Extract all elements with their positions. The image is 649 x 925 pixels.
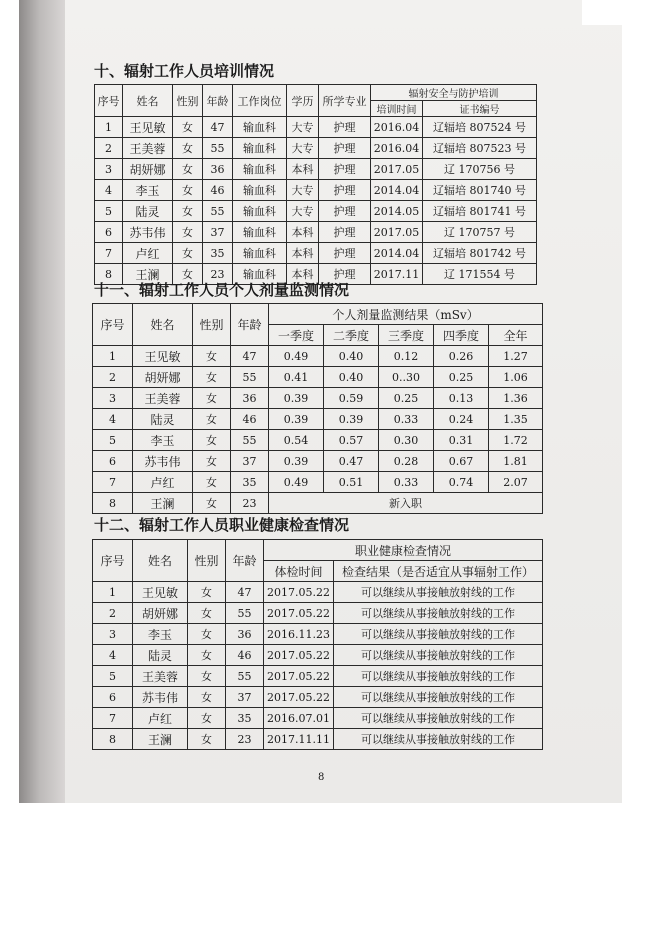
cell-year: 1.06 (489, 367, 543, 388)
table-row (93, 430, 543, 451)
table-row (95, 180, 537, 201)
cell-gender: 女 (188, 582, 226, 603)
cell-no: 7 (95, 243, 123, 264)
section-12-title: 十二、辐射工作人员职业健康检查情况 (94, 516, 350, 534)
training-table (94, 84, 537, 285)
cell-gender: 女 (193, 367, 231, 388)
cell-year: 1.35 (489, 409, 543, 430)
cell-cert: 辽 170757 号 (423, 222, 537, 243)
col-age: 年龄 (226, 540, 264, 582)
cell-gender: 女 (173, 222, 203, 243)
col-q3: 三季度 (379, 325, 434, 346)
col-post: 工作岗位 (233, 85, 287, 117)
cell-major: 护理 (319, 159, 371, 180)
cell-edu: 大专 (287, 201, 319, 222)
cell-no: 5 (93, 430, 133, 451)
cell-time: 2017.05.22 (264, 603, 334, 624)
cell-no: 4 (93, 645, 133, 666)
cell-edu: 大专 (287, 117, 319, 138)
cell-time: 2016.11.23 (264, 624, 334, 645)
cell-name: 卢红 (123, 243, 173, 264)
cell-name: 苏韦伟 (133, 687, 188, 708)
cell-q4: 0.74 (434, 472, 489, 493)
cell-cert: 辽辐培 807523 号 (423, 138, 537, 159)
cell-q3: 0.33 (379, 472, 434, 493)
cell-name: 王澜 (133, 729, 188, 750)
table-row (95, 159, 537, 180)
cell-result: 可以继续从事接触放射线的工作 (334, 645, 543, 666)
health-check-table (92, 539, 543, 750)
cell-no: 7 (93, 708, 133, 729)
table-row (93, 624, 543, 645)
cell-post: 输血科 (233, 222, 287, 243)
cell-gender: 女 (193, 430, 231, 451)
cell-name: 王美蓉 (133, 388, 193, 409)
table-row (95, 138, 537, 159)
cell-age: 55 (226, 603, 264, 624)
cell-major: 护理 (319, 180, 371, 201)
cell-age: 47 (203, 117, 233, 138)
cell-no: 7 (93, 472, 133, 493)
cell-cert: 辽辐培 801741 号 (423, 201, 537, 222)
cell-name: 王澜 (123, 264, 173, 285)
table-row (95, 117, 537, 138)
section-11-title: 十一、辐射工作人员个人剂量监测情况 (94, 281, 350, 299)
cell-cert: 辽 170756 号 (423, 159, 537, 180)
cell-name: 胡妍娜 (133, 367, 193, 388)
cell-no: 5 (95, 201, 123, 222)
cell-time: 2017.05.22 (264, 645, 334, 666)
cell-q2: 0.40 (324, 367, 379, 388)
table-row (93, 582, 543, 603)
col-name: 姓名 (133, 540, 188, 582)
cell-q3: 0.28 (379, 451, 434, 472)
book-spine (19, 0, 65, 803)
cell-name: 卢红 (133, 472, 193, 493)
cell-major: 护理 (319, 222, 371, 243)
col-year: 全年 (489, 325, 543, 346)
cell-q3: 0.12 (379, 346, 434, 367)
col-name: 姓名 (123, 85, 173, 117)
cell-gender: 女 (193, 472, 231, 493)
cell-name: 王见敏 (123, 117, 173, 138)
cell-no: 8 (95, 264, 123, 285)
table-row (93, 603, 543, 624)
cell-time: 2017.05.22 (264, 687, 334, 708)
cell-no: 1 (95, 117, 123, 138)
cell-year: 2.07 (489, 472, 543, 493)
cell-gender: 女 (173, 264, 203, 285)
cell-age: 46 (231, 409, 269, 430)
col-gender: 性别 (173, 85, 203, 117)
col-exam-result: 检查结果（是否适宜从事辐射工作） (334, 561, 543, 582)
cell-gender: 女 (193, 388, 231, 409)
cell-major: 护理 (319, 201, 371, 222)
cell-year: 1.81 (489, 451, 543, 472)
cell-q1: 0.49 (269, 346, 324, 367)
cell-age: 35 (226, 708, 264, 729)
col-gender: 性别 (188, 540, 226, 582)
table-row (93, 388, 543, 409)
cell-q3: 0.25 (379, 388, 434, 409)
col-q2: 二季度 (324, 325, 379, 346)
cell-age: 55 (231, 367, 269, 388)
table-row (95, 222, 537, 243)
cell-q2: 0.51 (324, 472, 379, 493)
cell-age: 55 (203, 138, 233, 159)
cell-q2: 0.39 (324, 409, 379, 430)
cell-result: 可以继续从事接触放射线的工作 (334, 603, 543, 624)
table-row (93, 346, 543, 367)
cell-time: 2014.04 (371, 180, 423, 201)
cell-name: 李玉 (133, 624, 188, 645)
cell-gender: 女 (173, 201, 203, 222)
cell-no: 6 (95, 222, 123, 243)
cell-gender: 女 (193, 451, 231, 472)
cell-name: 王澜 (133, 493, 193, 514)
cell-time: 2017.05.22 (264, 666, 334, 687)
cell-q1: 0.39 (269, 409, 324, 430)
cell-gender: 女 (193, 493, 231, 514)
cell-gender: 女 (193, 409, 231, 430)
col-group-dose: 个人剂量监测结果（mSv） (269, 304, 543, 325)
cell-post: 输血科 (233, 201, 287, 222)
cell-no: 1 (93, 346, 133, 367)
table-row (93, 708, 543, 729)
cell-q2: 0.57 (324, 430, 379, 451)
cell-major: 护理 (319, 243, 371, 264)
cell-age: 36 (203, 159, 233, 180)
table-row (95, 201, 537, 222)
col-major: 所学专业 (319, 85, 371, 117)
cell-no: 3 (93, 388, 133, 409)
cell-major: 护理 (319, 264, 371, 285)
col-group-training: 辐射安全与防护培训 (371, 85, 537, 101)
cell-time: 2016.07.01 (264, 708, 334, 729)
table-row (93, 666, 543, 687)
cell-no: 2 (93, 603, 133, 624)
cell-edu: 本科 (287, 159, 319, 180)
cell-age: 47 (231, 346, 269, 367)
cell-name: 胡妍娜 (133, 603, 188, 624)
cell-name: 胡妍娜 (123, 159, 173, 180)
cell-gender: 女 (173, 117, 203, 138)
cell-q4: 0.25 (434, 367, 489, 388)
cell-q1: 0.54 (269, 430, 324, 451)
cell-age: 55 (226, 666, 264, 687)
page-corner (582, 0, 622, 25)
cell-age: 55 (231, 430, 269, 451)
col-no: 序号 (93, 540, 133, 582)
cell-no: 5 (93, 666, 133, 687)
cell-q1: 0.41 (269, 367, 324, 388)
cell-age: 37 (226, 687, 264, 708)
cell-gender: 女 (188, 666, 226, 687)
cell-q1: 0.49 (269, 472, 324, 493)
table-row (93, 451, 543, 472)
cell-gender: 女 (173, 138, 203, 159)
cell-time: 2016.04 (371, 138, 423, 159)
table-row (93, 367, 543, 388)
cell-age: 23 (231, 493, 269, 514)
cell-age: 36 (226, 624, 264, 645)
table-row (93, 687, 543, 708)
cell-age: 35 (203, 243, 233, 264)
cell-edu: 本科 (287, 243, 319, 264)
cell-time: 2017.05 (371, 159, 423, 180)
cell-time: 2016.04 (371, 117, 423, 138)
cell-gender: 女 (173, 180, 203, 201)
cell-time: 2017.11 (371, 264, 423, 285)
cell-age: 47 (226, 582, 264, 603)
cell-result: 可以继续从事接触放射线的工作 (334, 582, 543, 603)
cell-year: 1.36 (489, 388, 543, 409)
cell-gender: 女 (173, 159, 203, 180)
col-q4: 四季度 (434, 325, 489, 346)
cell-q4: 0.26 (434, 346, 489, 367)
col-age: 年龄 (203, 85, 233, 117)
cell-edu: 本科 (287, 264, 319, 285)
cell-time: 2014.04 (371, 243, 423, 264)
cell-q2: 0.40 (324, 346, 379, 367)
cell-q1: 0.39 (269, 451, 324, 472)
cell-age: 35 (231, 472, 269, 493)
cell-edu: 大专 (287, 180, 319, 201)
cell-time: 2017.05.22 (264, 582, 334, 603)
cell-name: 卢红 (133, 708, 188, 729)
table-row (93, 409, 543, 430)
cell-year: 1.27 (489, 346, 543, 367)
col-edu: 学历 (287, 85, 319, 117)
cell-name: 李玉 (133, 430, 193, 451)
col-name: 姓名 (133, 304, 193, 346)
cell-name: 苏韦伟 (123, 222, 173, 243)
col-gender: 性别 (193, 304, 231, 346)
cell-major: 护理 (319, 117, 371, 138)
col-exam-time: 体检时间 (264, 561, 334, 582)
cell-post: 输血科 (233, 243, 287, 264)
dose-monitoring-table (92, 303, 543, 514)
table-row (93, 645, 543, 666)
cell-no: 6 (93, 451, 133, 472)
section-10-title: 十、辐射工作人员培训情况 (94, 62, 275, 80)
cell-result: 可以继续从事接触放射线的工作 (334, 666, 543, 687)
cell-name: 李玉 (123, 180, 173, 201)
cell-no: 1 (93, 582, 133, 603)
cell-q4: 0.24 (434, 409, 489, 430)
cell-no: 2 (93, 367, 133, 388)
cell-time: 2014.05 (371, 201, 423, 222)
cell-gender: 女 (188, 645, 226, 666)
cell-cert: 辽辐培 801740 号 (423, 180, 537, 201)
cell-post: 输血科 (233, 180, 287, 201)
cell-q3: 0.30 (379, 430, 434, 451)
cell-age: 37 (231, 451, 269, 472)
page-number: 8 (318, 772, 325, 783)
cell-gender: 女 (188, 729, 226, 750)
table-row (93, 493, 543, 514)
col-no: 序号 (95, 85, 123, 117)
cell-cert: 辽 171554 号 (423, 264, 537, 285)
cell-post: 输血科 (233, 138, 287, 159)
cell-time: 2017.05 (371, 222, 423, 243)
cell-name: 苏韦伟 (133, 451, 193, 472)
cell-q3: 0..30 (379, 367, 434, 388)
cell-name: 王美蓉 (123, 138, 173, 159)
cell-gender: 女 (188, 687, 226, 708)
col-q1: 一季度 (269, 325, 324, 346)
cell-name: 王见敏 (133, 582, 188, 603)
cell-gender: 女 (193, 346, 231, 367)
cell-q4: 0.67 (434, 451, 489, 472)
table-row (95, 243, 537, 264)
cell-no: 4 (95, 180, 123, 201)
cell-age: 46 (203, 180, 233, 201)
cell-result: 可以继续从事接触放射线的工作 (334, 624, 543, 645)
cell-no: 8 (93, 493, 133, 514)
cell-name: 王见敏 (133, 346, 193, 367)
cell-gender: 女 (173, 243, 203, 264)
table-row (93, 729, 543, 750)
cell-cert: 辽辐培 801742 号 (423, 243, 537, 264)
cell-no: 3 (95, 159, 123, 180)
cell-gender: 女 (188, 624, 226, 645)
cell-no: 4 (93, 409, 133, 430)
cell-major: 护理 (319, 138, 371, 159)
cell-age: 23 (203, 264, 233, 285)
cell-post: 输血科 (233, 264, 287, 285)
cell-note: 新入职 (269, 493, 543, 514)
cell-name: 陆灵 (133, 409, 193, 430)
cell-q2: 0.47 (324, 451, 379, 472)
cell-q2: 0.59 (324, 388, 379, 409)
cell-result: 可以继续从事接触放射线的工作 (334, 708, 543, 729)
cell-no: 6 (93, 687, 133, 708)
col-cert-no: 证书编号 (423, 101, 537, 117)
table-row (93, 472, 543, 493)
cell-gender: 女 (188, 708, 226, 729)
col-training-time: 培训时间 (371, 101, 423, 117)
cell-q1: 0.39 (269, 388, 324, 409)
cell-post: 输血科 (233, 117, 287, 138)
cell-gender: 女 (188, 603, 226, 624)
cell-result: 可以继续从事接触放射线的工作 (334, 729, 543, 750)
cell-edu: 大专 (287, 138, 319, 159)
cell-name: 王美蓉 (133, 666, 188, 687)
cell-result: 可以继续从事接触放射线的工作 (334, 687, 543, 708)
cell-year: 1.72 (489, 430, 543, 451)
cell-age: 36 (231, 388, 269, 409)
cell-q3: 0.33 (379, 409, 434, 430)
cell-name: 陆灵 (123, 201, 173, 222)
col-age: 年龄 (231, 304, 269, 346)
cell-age: 46 (226, 645, 264, 666)
cell-q4: 0.13 (434, 388, 489, 409)
cell-name: 陆灵 (133, 645, 188, 666)
col-no: 序号 (93, 304, 133, 346)
col-group-health: 职业健康检查情况 (264, 540, 543, 561)
cell-age: 37 (203, 222, 233, 243)
cell-time: 2017.11.11 (264, 729, 334, 750)
cell-edu: 本科 (287, 222, 319, 243)
cell-post: 输血科 (233, 159, 287, 180)
cell-no: 3 (93, 624, 133, 645)
cell-cert: 辽辐培 807524 号 (423, 117, 537, 138)
cell-q4: 0.31 (434, 430, 489, 451)
cell-age: 55 (203, 201, 233, 222)
cell-no: 8 (93, 729, 133, 750)
cell-no: 2 (95, 138, 123, 159)
cell-age: 23 (226, 729, 264, 750)
